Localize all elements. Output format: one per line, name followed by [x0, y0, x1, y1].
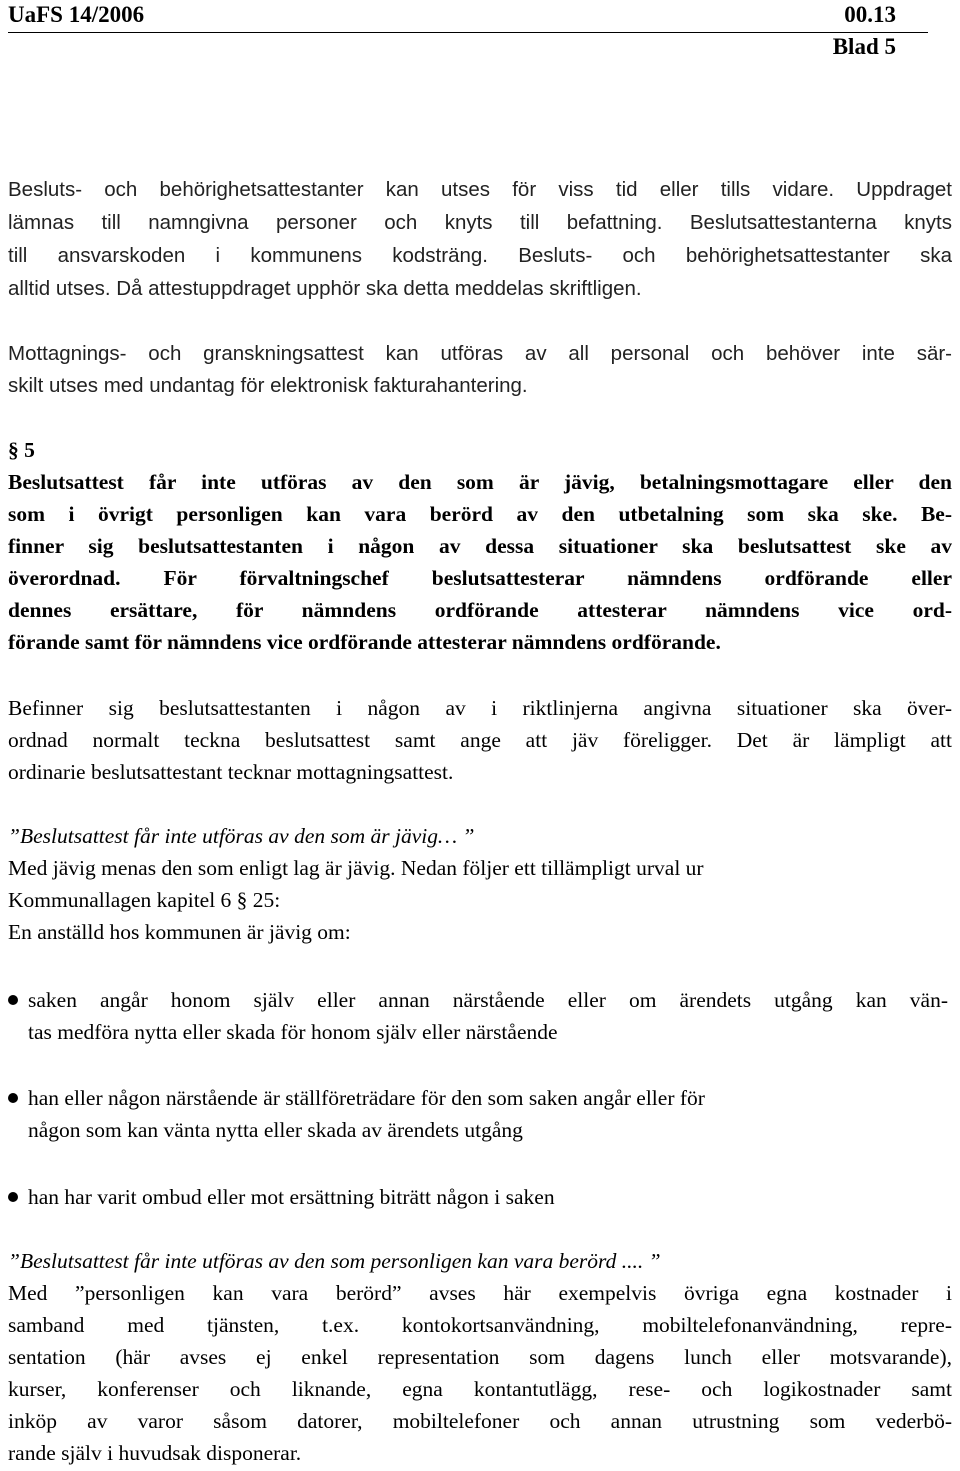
list-item-text: [28, 1181, 948, 1213]
text-line: En anställd hos kommunen är jävig om:: [8, 920, 351, 944]
text-line: han har varit ombud eller mot ersättning biträtt någon i saken: [28, 1185, 555, 1209]
section-code: 00.13: [844, 2, 896, 27]
paragraph-superior-attest: [8, 692, 952, 788]
paragraph-personally-affected: [8, 1277, 952, 1469]
document-page: [8, 0, 952, 1465]
text-line: inköp av varor såsom datorer, mobiltelefoner och annan utrustning som vederbö-: [8, 1409, 952, 1433]
text-line: förande samt för nämndens vice ordförande attesterar nämndens ordförande.: [8, 630, 721, 654]
text-line: Befinner sig beslutsattestanten i någon av i riktlinjerna angivna situationer ska över-: [8, 696, 952, 720]
section-number: § 5: [8, 438, 35, 462]
quote-text: ”Beslutsattest får inte utföras av den som är jävig… ”: [8, 824, 475, 848]
text-line: samband med tjänsten, t.ex. kontokortsanvändning, mobiltelefonanvändning, repre-: [8, 1313, 952, 1337]
text-line: till ansvarskoden i kommunens kodsträng. Besluts- och behörighetsattestanter ska: [8, 244, 952, 267]
text-line: Kommunallagen kapitel 6 § 25:: [8, 888, 281, 912]
bullet-icon: [8, 1093, 18, 1103]
section-heading: [8, 434, 952, 466]
text-line: finner sig beslutsattestanten i någon av dessa situationer ska beslutsattest ske av: [8, 534, 952, 558]
text-line: ordinarie beslutsattestant tecknar mottagningsattest.: [8, 760, 454, 784]
text-line: han eller någon närstående är ställföreträdare för den som saken angår eller för: [28, 1086, 705, 1110]
text-line: överordnad. För förvaltningschef beslutsattesterar nämndens ordförande eller: [8, 566, 952, 590]
list-item-text: [28, 984, 948, 1048]
text-line: lämnas till namngivna personer och knyts till befattning. Beslutsattestanterna knyts: [8, 211, 952, 234]
text-line: skilt utses med undantag för elektronisk fakturahantering.: [8, 374, 528, 397]
text-line: som i övrigt personligen kan vara berörd av den utbetalning som ska ske. Be-: [8, 502, 952, 526]
bullet-icon: [8, 995, 18, 1005]
sheet-number: Blad 5: [832, 34, 896, 59]
paragraph-rule-bold: [8, 466, 952, 658]
text-line: Med ”personligen kan vara berörd” avses här exempelvis övriga egna kostnader i: [8, 1281, 952, 1305]
list-item-text: [28, 1082, 948, 1146]
quote-personally-affected: [8, 1245, 952, 1277]
text-line: Mottagnings- och granskningsattest kan utföras av all personal och behöver inte sär-: [8, 342, 952, 365]
header-rule: [8, 32, 928, 33]
paragraph-jav-definition: [8, 852, 952, 948]
page-header: [8, 0, 952, 70]
text-line: dennes ersättare, för nämndens ordförande attesterar nämndens vice ord-: [8, 598, 952, 622]
paragraph-receipt-attest: [8, 338, 952, 402]
text-line: rande själv i huvudsak disponerar.: [8, 1441, 302, 1465]
quote-text: ”Beslutsattest får inte utföras av den som personligen kan vara berörd .... ”: [8, 1249, 661, 1273]
text-line: kurser, konferenser och liknande, egna kontantutlägg, rese- och logikostnader samt: [8, 1377, 952, 1401]
paragraph-appointment: [8, 173, 952, 305]
text-line: alltid utses. Då attestuppdraget upphör ska detta meddelas skriftligen.: [8, 277, 642, 300]
text-line: Besluts- och behörighetsattestanter kan utses för viss tid eller tills vidare. Uppdraget: [8, 178, 952, 201]
text-line: Beslutsattest får inte utföras av den som är jävig, betalningsmottagare eller den: [8, 470, 952, 494]
text-line: tas medföra nytta eller skada för honom själv eller närstående: [28, 1020, 558, 1044]
text-line: Med jävig menas den som enligt lag är jävig. Nedan följer ett tillämpligt urval ur: [8, 856, 704, 880]
text-line: ordnad normalt teckna beslutsattest samt ange att jäv föreligger. Det är lämpligt att: [8, 728, 952, 752]
text-line: sentation (här avses ej enkel representation som dagens lunch eller motsvarande),: [8, 1345, 952, 1369]
bullet-icon: [8, 1192, 18, 1202]
text-line: saken angår honom själv eller annan närstående eller om ärendets utgång kan vän-: [28, 988, 948, 1012]
quote-jav: [8, 820, 952, 852]
text-line: någon som kan vänta nytta eller skada av ärendets utgång: [28, 1118, 523, 1142]
document-code: UaFS 14/2006: [8, 2, 145, 27]
